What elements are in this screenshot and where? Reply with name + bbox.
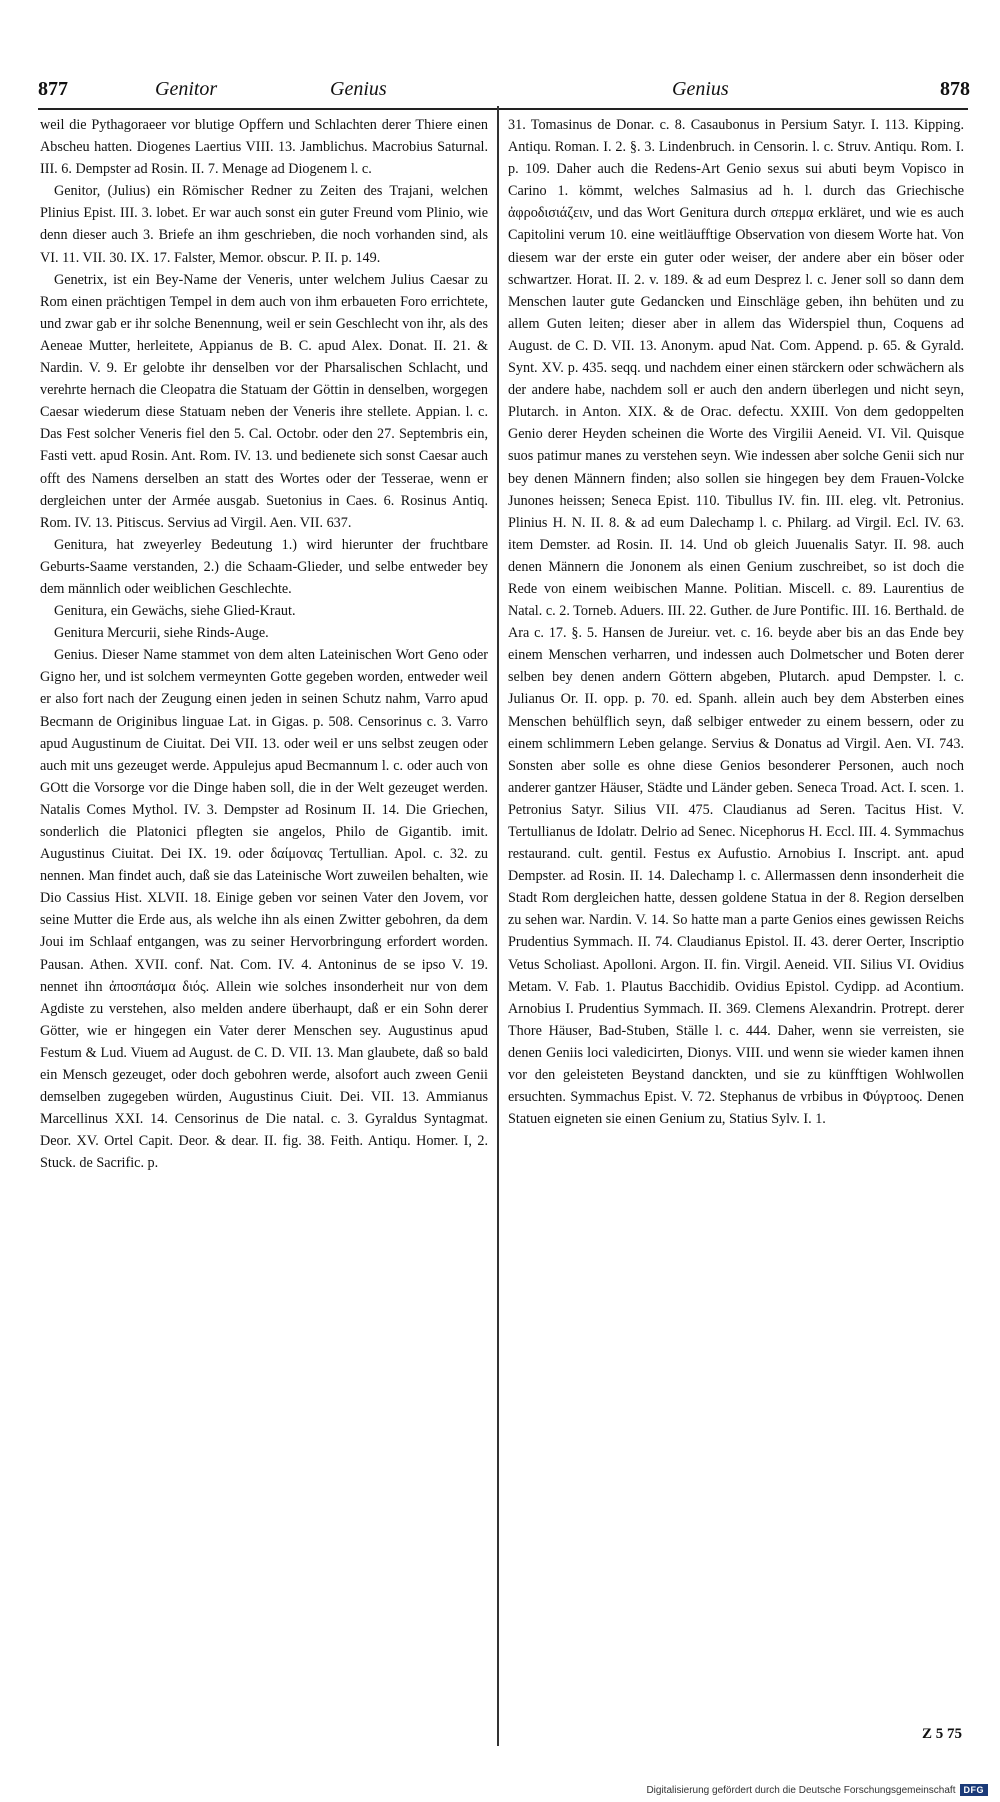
- left-column: [40, 114, 488, 1750]
- paragraph: 31. Tomasinus de Donar. c. 8. Casaubonus in Persium Satyr. I. 113. Kipping. Antiqu. Roman. I. 2. §. 3. Lindenbruch. in Censorin. l. c. Struv. Antiqu. Rom. I. p. 109. Daher auch die Redens-Art Genio sexus sui abuti beym Vopisco in Carino 1. kömmt, welches Salmasius ad h. l. durch das Griechische ἀφροδισιάζειν, und das Wort Genitura durch σπερμα erkläret, und wie es auch Capitolini verum 10. eine weitläufftige Observation von diesem Worte hat. Von diesem war der erste ein guter oder weiser, der andere aber ein böser oder schwartzer. Horat. II. 2. v. 189. & ad eum Desprez l. c. Jener soll so dann dem Menschen lauter gute Gedancken und Einschläge geben, ihn behüten und zu allem Guten leiten; dieser aber in allem das Widerspiel thun, Coquens ad August. de C. D. VII. 13. Anonym. apud Nat. Com. Append. p. 65. & Gyrald. Synt. XV. p. 435. seqq. und nachdem einer einen stärckern oder schwächern als der andere habe, nachdem soll er auch den andern überlegen und nicht seyn, Plutarch. in Anton. XIX. & de Orac. defectu. XXIII. Von dem gedoppelten Genio derer Heyden scheinen die Worte des Virgilii Aeneid. VI. Vil. Quisque suos patimur manes zu verstehen seyn. Wie indessen aber solche Genii sich nur bey denen Männern finden; also sollen sie hingegen bey dem Frauen-Volcke Junones heissen; Seneca Epist. 110. Tibullus IV. fin. III. eleg. vlt. Petronius. Plinius H. N. II. 8. & ad eum Dalechamp l. c. Philarg. ad Virgil. Ecl. IV. 63. item Demster. ad Rosin. II. 14. Und ob gleich Juuenalis Satyr. II. 98. auch denen Männern die Jononem als einen Genium zuschreibet, so ist doch die Rede von einem weibischen Manne. Politian. Miscell. c. 89. Laurentius de Natal. c. 2. Torneb. Aduers. III. 22. Guther. de Jure Pontific. III. 16. Berthald. de Ara c. 17. §. 5. Hansen de Jureiur. vet. c. 16. beyde aber bis an das Ende bey einem Menschen verharren, und indessen auch Dolmetscher und Boten derer selben bey denen andern Göttern abgeben, Plutarch. apud Dempster. l. c. Julianus Or. II. opp. p. 70. ed. Spanh. allein auch bey dem Absterben eines Menschen behülflich seyn, daß selbiger entweder zu einem bessern, oder zu einem schlimmern Leben gelange. Servius & Donatus ad Virgil. Aen. VI. 743. Sonsten aber solle es ohne diese Genios besonderer Personen, auch noch anderer gantzer Häuser, Städte und Länder geben. Seneca Troad. Act. I. scen. 1. Petronius Satyr. Silius VII. 475. Claudianus ad Seren. Tacitus Hist. V. Tertullianus de Idolatr. Delrio ad Senec. Nicephorus H. Eccl. III. 4. Symmachus restaurand. cult. gentil. Festus ex Aufustio. Arnobius I. Inscript. ant. apud Dempster. ad Rosin. II. 14. Dalechamp l. c. Allermassen denn insonderheit die Stadt Rom dergleichen hatte, dessen goldene Statua in der 8. Region derselben zu sehen war. Nardin. V. 14. So hatte man a parte Genios eines gewissen Reichs Prudentius Symmach. II. 74. Claudianus Epistol. II. 43. derer Oerter, Inscriptio Vetus Scholiast. Apolloni. Argon. II. fin. Virgil. Aeneid. VII. Silius VI. Ovidius Metam. V. Fab. 1. Plautus Bacchidib. Ovidius Epistol. Cydipp. ad Acontium. Arnobius I. Prudentius Symmach. II. 369. Clemens Alexandrin. Protrept. derer Thore Häuser, Bad-Stuben, Ställe l. c. 444. Daher, wenn sie verreisten, sie denen Geniis loci valedicirten, Dionys. VIII. und wenn sie wieder kamen ihnen vor den geleisteten Beystand danckten, und sie zu künfftigen Wohlwollen ersuchten. Symmachus Epist. V. 72. Stephanus de vrbibus in Φύγρτοος. Denen Statuen eigneten sie einen Genium zu, Statius Sylv. I. 1.: [508, 117, 964, 1128]
- running-header: [30, 78, 970, 110]
- footer-text: Digitalisierung gefördert durch die Deutsche Forschungsgemeinschaft: [646, 1784, 956, 1796]
- paragraph: Genetrix, ist ein Bey-Name der Veneris, unter welchem Julius Caesar zu Rom einen prächtigen Tempel in dem auch von ihm erbaueten Foro errichtete, und zwar gab er ihr solche Benennung, weil er sein Geschlecht von ihr, als des Aeneae Mutter, herleitete, Appianus de B. C. apud Alex. Donat. II. 21. & Nardin. V. 9. Er gelobte ihr denselben vor der Pharsalischen Schlacht, und verehrte hernach die Cleopatra die Statuam der Göttin in denselben, worgegen Caesar wiederum diese Statuam neben der Veneris ihre stellete. Appian. l. c. Das Fest solcher Veneris fiel den 5. Cal. Octobr. oder den 27. Septembris ein, Fasti vett. apud Rosin. Ant. Rom. IV. 13. und bedienete sich sonst Caesar auch offt des Namens derselben an statt des Wortes oder der Tesserae, wenn er dergleichen unter der Armée ausgab. Suetonius in Caes. 6. Rosinus Antiq. Rom. IV. 13. Pitiscus. Servius ad Virgil. Aen. VII. 637.: [40, 271, 488, 531]
- right-column: [508, 114, 964, 1750]
- column-divider: [497, 106, 499, 1746]
- paragraph: Genitura, hat zweyerley Bedeutung 1.) wird hierunter der fruchtbare Geburts-Saame verstanden, 2.) die Schaam-Glieder, und selbe entweder bey dem männlich oder weiblichen Geschlechte.: [40, 536, 488, 597]
- dfg-logo-icon: DFG: [960, 1784, 989, 1796]
- right-catchword: Genius: [672, 78, 729, 100]
- paragraph: weil die Pythagoraeer vor blutige Opffern und Schlachten derer Thiere einen Abscheu hatten. Diogenes Laertius VIII. 13. Jamblichus. Macrobius Saturnal. III. 6. Dempster ad Rosin. II. 7. Menage ad Diogenem l. c.: [40, 117, 488, 178]
- paragraph: Genitor, (Julius) ein Römischer Redner zu Zeiten des Trajani, welchen Plinius Epist. III. 3. lobet. Er war auch sonst ein guter Freund vom Plinio, wie denn dieser auch 3. Briefe an ihm geschrieben, die noch vorhanden sind, als VI. 11. VII. 30. IX. 17. Falster, Memor. obscur. P. II. p. 149.: [40, 183, 488, 266]
- header-rule: [38, 108, 968, 110]
- paragraph: Genitura, ein Gewächs, siehe Glied-Kraut.: [54, 603, 296, 620]
- right-page-number: 878: [940, 78, 970, 100]
- left-catchword-2: Genius: [330, 78, 387, 100]
- digitization-footer: [646, 1784, 988, 1796]
- paragraph: Genitura Mercurii, siehe Rinds-Auge.: [54, 625, 269, 642]
- paragraph: Genius. Dieser Name stammet von dem alten Lateinischen Wort Geno oder Gigno her, und ist solchem vermeynten Gotte gegeben worden, entweder weil er also fort nach der Zeugung einen jeden in seinen Schutz nahm, Varro apud Becmann de Originibus linguae Lat. in Gigas. p. 508. Censorinus c. 3. Varro apud Augustinum de Ciuitat. Dei VII. 13. oder weil er uns selbst zeugen oder auch mit uns gezeuget werde. Appulejus apud Becmannum l. c. oder auch von GOtt die Vorsorge vor die Dinge haben soll, die in der Welt gezeuget werden. Natalis Comes Mythol. IV. 3. Dempster ad Rosinum II. 14. Die Griechen, sonderlich die Platonici pflegten sie angelos, Philo de Gigantib. imit. Augustinus Ciuitat. Dei IX. 19. oder δαίμονας Tertullian. Apol. c. 32. zu nennen. Man findet auch, daß sie das Lateinische Wort zuweilen behalten, wie Dio Cassius Hist. XLVII. 18. Einige geben vor seinen Vater den Jovem, vor seine Mutter die Erde aus, als welche ihn als einen Zwitter gebohren, da dem Joui im Schlaaf entgangen, was zu seiner Hervorbringung erfordert worden. Pausan. Athen. XVII. conf. Nat. Com. IV. 4. Antoninus de se ipso V. 19. nennet ihn ἀποσπάσμα διός. Allein wie solches insonderheit nur von dem Agdiste zu verstehen, also melden andere überhaupt, daß er ein Sohn derer Götter, wie er hingegen ein Vater derer Menschen sey. Augustinus apud Festum & Lud. Viuem ad August. de C. D. VII. 13. Man glaubete, daß so bald ein Mensch gezeuget, oder doch gebohren werde, alsofort auch zween Genii demselben zugegeben würden, Augustinus Ciuit. Dei. VII. 13. Ammianus Marcellinus XXI. 14. Censorinus de Die natal. c. 3. Gyraldus Syntagmat. Deor. XV. Ortel Capit. Deor. & dear. II. fig. 38. Feith. Antiqu. Homer. I, 2. Stuck. de Sacrific. p.: [40, 647, 488, 1172]
- left-catchword-1: Genitor: [155, 78, 218, 100]
- signature-mark: Z 5 75: [921, 1726, 962, 1742]
- left-page-number: 877: [38, 78, 68, 100]
